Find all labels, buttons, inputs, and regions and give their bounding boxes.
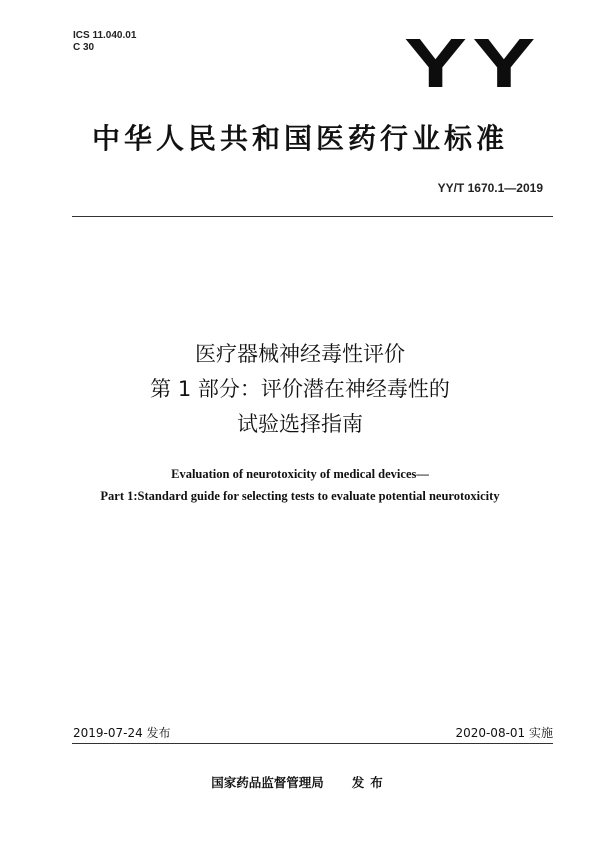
implementation-date: 2020-08-01 实施: [455, 726, 553, 740]
ccs-code: C 30: [73, 42, 95, 53]
chinese-title-line-1: 医疗器械神经毒性评价: [195, 342, 405, 366]
header-divider: [72, 216, 553, 217]
english-title-line-2: Part 1:Standard guide for selecting tests to evaluate potential neurotoxicity: [100, 489, 500, 503]
english-title-line-1: Evaluation of neurotoxicity of medical devices—: [171, 467, 429, 481]
publisher-name: 国家药品监督管理局: [211, 775, 324, 790]
english-title: [0, 463, 600, 507]
issue-date: 2019-07-24 发布: [73, 726, 171, 740]
ics-code: ICS 11.040.01: [73, 30, 137, 41]
organization-title: 中华人民共和国医药行业标准: [91, 122, 508, 155]
chinese-title-line-2: 第 1 部分：评价潜在神经毒性的: [150, 377, 450, 401]
chinese-title-line-3: 试验选择指南: [237, 412, 363, 436]
standard-number: YY/T 1670.1—2019: [437, 181, 543, 195]
standard-mark-logo: YY: [404, 24, 541, 102]
publish-label: 发布: [351, 775, 389, 790]
publisher-line: [0, 773, 600, 791]
classification-codes: [73, 30, 136, 54]
chinese-title: [0, 337, 600, 442]
footer-divider: [72, 743, 553, 744]
